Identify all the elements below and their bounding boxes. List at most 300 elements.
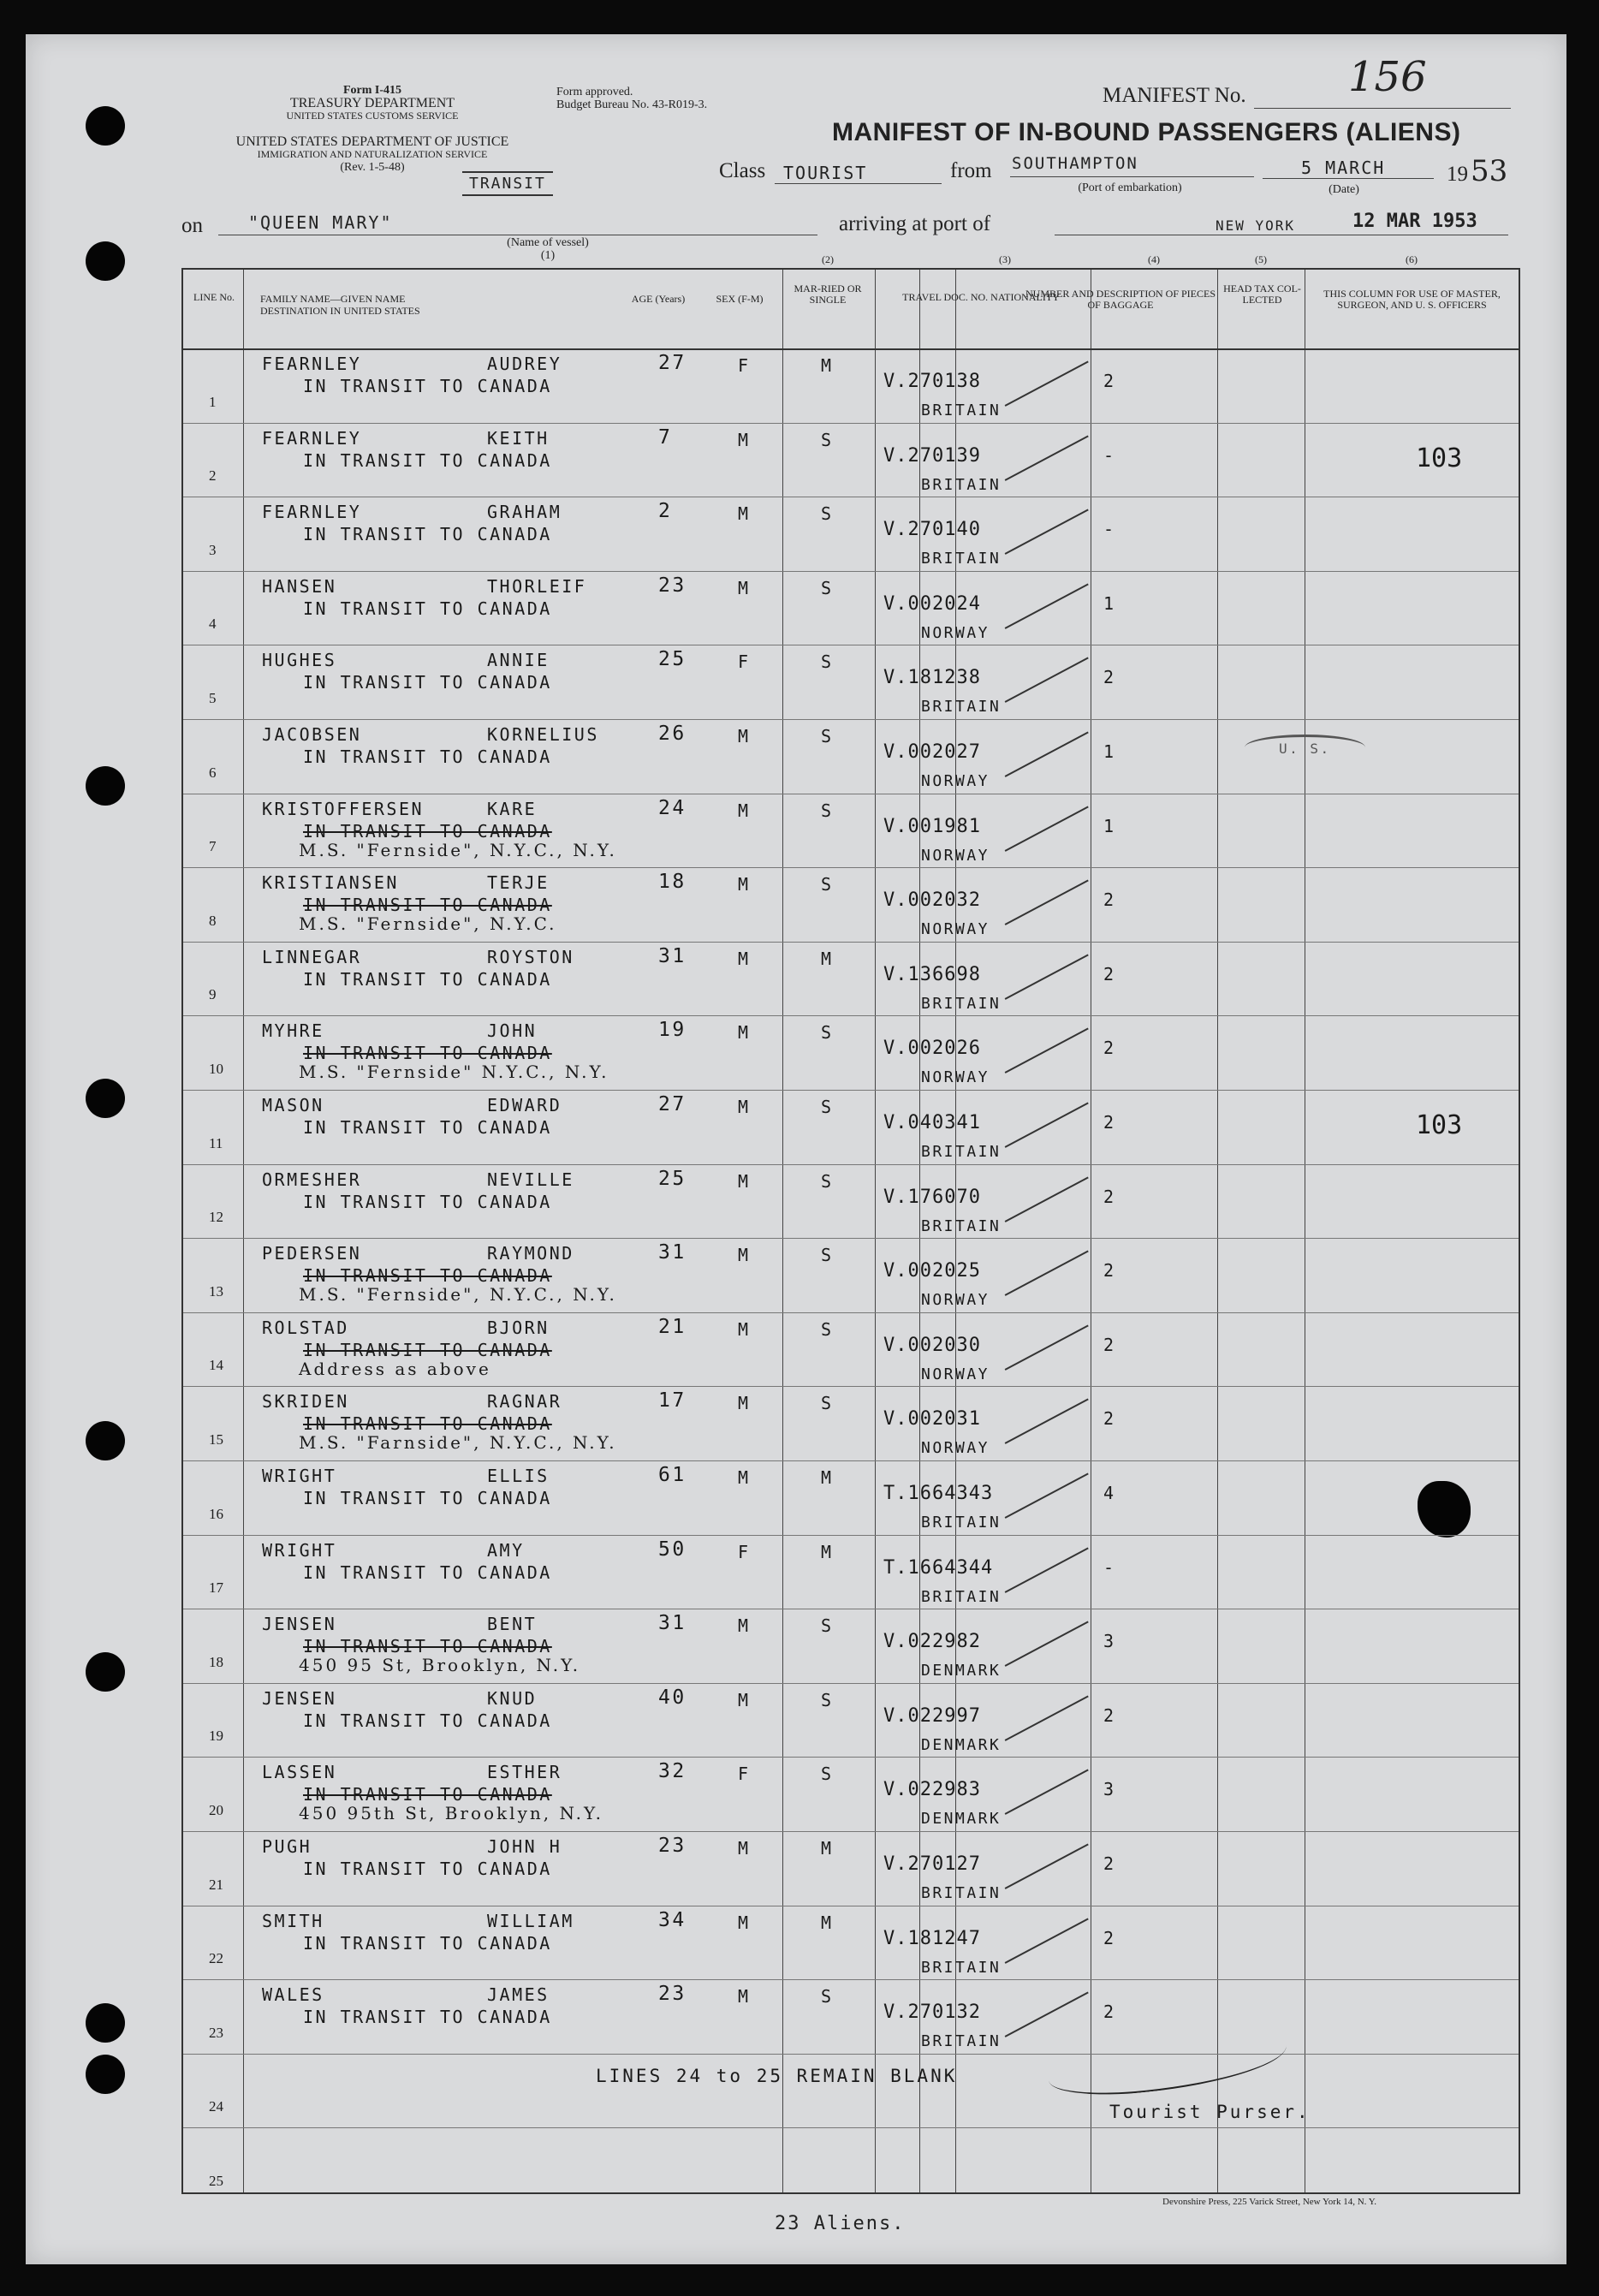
line-number: 1: [209, 393, 217, 410]
arrival-port: NEW YORK: [1216, 217, 1296, 234]
line-number: 12: [209, 1209, 223, 1226]
check-mark: [1005, 657, 1089, 703]
age: 32: [658, 1760, 687, 1783]
table-row: [183, 1906, 1519, 1980]
age: 31: [658, 1612, 687, 1635]
destination: IN TRANSIT TO CANADA: [303, 1784, 552, 1805]
given-name: ESTHER: [487, 1762, 562, 1783]
col-header-line: LINE No.: [193, 291, 235, 303]
travel-doc-number: V.181247: [883, 1927, 981, 1949]
check-mark: [1005, 1176, 1089, 1222]
customs-label: UNITED STATES CUSTOMS SERVICE: [286, 110, 459, 122]
marital-status: S: [821, 429, 834, 450]
col-header-sex: SEX (F-M): [716, 293, 764, 305]
vessel-caption: [462, 236, 633, 262]
destination: IN TRANSIT TO CANADA: [303, 1710, 552, 1731]
age: 31: [658, 944, 687, 967]
line-number: 24: [209, 2098, 223, 2115]
travel-doc-number: V.002030: [883, 1334, 981, 1356]
line-number: 22: [209, 1950, 223, 1967]
nationality: NORWAY: [921, 1068, 990, 1087]
nationality: BRITAIN: [921, 1514, 1002, 1532]
nationality: NORWAY: [921, 1291, 990, 1310]
nationality: BRITAIN: [921, 1143, 1002, 1161]
travel-doc-number: V.176070: [883, 1186, 981, 1208]
col-header-age: AGE (Years): [631, 293, 686, 305]
check-mark: [1005, 1399, 1089, 1444]
treasury-label: TREASURY DEPARTMENT: [289, 96, 455, 110]
destination: IN TRANSIT TO CANADA: [303, 746, 552, 767]
line-number: 13: [209, 1282, 223, 1300]
baggage-count: 2: [1103, 371, 1116, 391]
destination: IN TRANSIT TO CANADA: [303, 1043, 552, 1064]
sex: M: [738, 1393, 751, 1414]
check-mark: [1005, 731, 1089, 776]
sex: M: [738, 1912, 751, 1933]
family-name: FEARNLEY: [262, 354, 362, 374]
from-underline: [1010, 176, 1254, 177]
from-value: SOUTHAMPTON: [1012, 154, 1138, 173]
family-name: SMITH: [262, 1910, 324, 1931]
baggage-count: 1: [1103, 741, 1116, 762]
table-row: [183, 1015, 1519, 1090]
sex: M: [738, 1689, 751, 1710]
table-row: [183, 571, 1519, 645]
family-name: KRISTIANSEN: [262, 872, 399, 894]
line-number: 6: [209, 764, 217, 781]
travel-doc-number: V.270127: [883, 1853, 981, 1875]
destination: IN TRANSIT TO CANADA: [303, 449, 552, 471]
given-name: KEITH: [487, 427, 550, 449]
baggage-count: 2: [1103, 1334, 1116, 1355]
destination: IN TRANSIT TO CANADA: [303, 1413, 552, 1435]
officer-note: 103: [1416, 443, 1463, 473]
travel-doc-number: V.022982: [883, 1631, 981, 1653]
transit-stamp: TRANSIT: [462, 171, 553, 196]
age: 40: [658, 1686, 687, 1709]
destination: IN TRANSIT TO CANADA: [303, 1561, 552, 1583]
marital-status: M: [821, 1541, 834, 1562]
age: 31: [658, 1241, 687, 1264]
age: 23: [658, 1983, 687, 2006]
col-num-5: (5): [1255, 253, 1267, 265]
table-row: [183, 497, 1519, 571]
approval-block: [556, 86, 779, 111]
baggage-count: 3: [1103, 1631, 1116, 1652]
age: 7: [658, 425, 673, 449]
given-name: GRAHAM: [487, 502, 562, 523]
destination: IN TRANSIT TO CANADA: [303, 1265, 552, 1287]
travel-doc-number: V.181238: [883, 667, 981, 689]
baggage-count: -: [1103, 444, 1116, 466]
line-number: 2: [209, 467, 217, 485]
given-name: ROYSTON: [487, 946, 574, 967]
sex: M: [738, 800, 751, 821]
manifest-number-underline: [1254, 108, 1511, 109]
family-name: WRIGHT: [262, 1466, 337, 1486]
class-underline: [775, 183, 942, 184]
marital-status: S: [821, 1022, 834, 1044]
year-value: 53: [1471, 154, 1508, 188]
destination: IN TRANSIT TO CANADA: [303, 598, 552, 619]
age: 34: [658, 1908, 687, 1931]
baggage-count: 2: [1103, 1038, 1116, 1059]
col-header-name-2: DESTINATION IN UNITED STATES: [260, 305, 420, 317]
age: 23: [658, 1835, 687, 1857]
nationality: NORWAY: [921, 1439, 990, 1458]
page-title: MANIFEST OF IN-BOUND PASSENGERS (ALIENS): [832, 118, 1461, 146]
punch-hole: [86, 1421, 125, 1460]
line-number: 14: [209, 1357, 223, 1374]
marital-status: M: [821, 355, 834, 376]
baggage-count: 2: [1103, 1112, 1116, 1133]
check-mark: [1005, 1992, 1089, 2037]
line-number: 23: [209, 2024, 223, 2041]
col-header-headtax: HEAD TAX COL-LECTED: [1223, 283, 1301, 306]
revision-label: (Rev. 1-5-48): [340, 161, 405, 174]
family-name: JENSEN: [262, 1687, 337, 1709]
age: 50: [658, 1538, 687, 1561]
line-number: 4: [209, 616, 217, 633]
table-row: [183, 348, 1519, 423]
nationality: NORWAY: [921, 1365, 990, 1383]
address: 450 95 St, Brooklyn, N.Y.: [299, 1655, 581, 1676]
family-name: WALES: [262, 1984, 324, 2006]
nationality: BRITAIN: [921, 1884, 1002, 1902]
address: Address as above: [299, 1358, 491, 1379]
sex: M: [738, 1615, 751, 1637]
officer-note: 103: [1416, 1110, 1463, 1140]
col-header-officers: THIS COLUMN FOR USE OF MASTER, SURGEON, AND U. S. OFFICERS: [1323, 288, 1501, 311]
address: M.S. "Fernside", N.Y.C.: [299, 913, 557, 935]
given-name: BENT: [487, 1614, 538, 1635]
destination: IN TRANSIT TO CANADA: [303, 968, 552, 990]
destination: IN TRANSIT TO CANADA: [303, 2007, 552, 2028]
given-name: EDWARD: [487, 1095, 562, 1115]
check-mark: [1005, 1102, 1089, 1147]
check-mark: [1005, 1324, 1089, 1370]
manifest-number: 156: [1348, 53, 1427, 101]
destination: IN TRANSIT TO CANADA: [303, 1191, 552, 1212]
travel-doc-number: V.002024: [883, 592, 981, 615]
sex: F: [738, 355, 751, 376]
sex: M: [738, 1022, 751, 1044]
destination: IN TRANSIT TO CANADA: [303, 820, 552, 842]
sex: M: [738, 1170, 751, 1192]
punch-hole: [86, 241, 125, 281]
table-row: [183, 1979, 1519, 2054]
nationality: DENMARK: [921, 1810, 1002, 1829]
family-name: ROLSTAD: [262, 1317, 349, 1338]
table-row: [183, 1831, 1519, 1906]
marital-status: S: [821, 1615, 834, 1637]
arriving-label: arriving at port of: [839, 212, 991, 235]
check-mark: [1005, 583, 1089, 628]
family-name: FEARNLEY: [262, 502, 362, 523]
sex: M: [738, 429, 751, 450]
check-mark: [1005, 954, 1089, 999]
given-name: ELLIS: [487, 1466, 550, 1486]
budget-bureau-text: Budget Bureau No. 43-R019-3.: [556, 98, 708, 111]
family-name: JACOBSEN: [262, 724, 362, 745]
age: 61: [658, 1464, 687, 1486]
age: 27: [658, 1093, 687, 1115]
sex: M: [738, 1467, 751, 1488]
destination: IN TRANSIT TO CANADA: [303, 895, 552, 916]
marital-status: S: [821, 800, 834, 821]
blank-row: [183, 2127, 1519, 2202]
punch-hole: [86, 2003, 125, 2043]
given-name: TERJE: [487, 872, 550, 894]
sex: M: [738, 1318, 751, 1340]
travel-doc-number: V.270140: [883, 519, 981, 541]
marital-status: S: [821, 1689, 834, 1710]
given-name: JOHN: [487, 1020, 538, 1042]
col-num-6: (6): [1406, 253, 1418, 265]
address: M.S. "Fernside", N.Y.C., N.Y.: [299, 839, 617, 860]
line-number: 10: [209, 1060, 223, 1077]
family-name: KRISTOFFERSEN: [262, 798, 425, 819]
destination: IN TRANSIT TO CANADA: [303, 1339, 552, 1360]
manifest-table: [181, 253, 1520, 2194]
marital-status: S: [821, 1764, 834, 1785]
table-row: [183, 867, 1519, 942]
age: 18: [658, 871, 687, 894]
marital-status: M: [821, 1467, 834, 1488]
given-name: AMY: [487, 1539, 525, 1561]
check-mark: [1005, 1770, 1089, 1815]
line-number: 20: [209, 1801, 223, 1818]
travel-doc-number: V.022997: [883, 1704, 981, 1727]
destination: IN TRANSIT TO CANADA: [303, 672, 552, 693]
purser-title: Tourist Purser.: [1109, 2101, 1311, 2122]
nationality: BRITAIN: [921, 994, 1002, 1013]
age: 21: [658, 1315, 687, 1338]
aliens-total: 23 Aliens.: [775, 2213, 906, 2234]
family-name: PUGH: [262, 1836, 312, 1857]
punch-hole: [86, 1652, 125, 1692]
sex: M: [738, 1245, 751, 1266]
given-name: JAMES: [487, 1984, 550, 2006]
form-number: Form I-415: [342, 84, 402, 97]
line-number: 18: [209, 1653, 223, 1670]
baggage-count: 2: [1103, 963, 1116, 984]
baggage-count: 4: [1103, 1483, 1116, 1503]
sex: M: [738, 948, 751, 969]
sex: M: [738, 1838, 751, 1859]
sex: M: [738, 874, 751, 895]
line-number: 9: [209, 986, 217, 1003]
nationality: NORWAY: [921, 920, 990, 939]
family-name: FEARNLEY: [262, 427, 362, 449]
nationality: BRITAIN: [921, 475, 1002, 494]
baggage-count: 2: [1103, 1260, 1116, 1282]
travel-doc-number: V.001981: [883, 815, 981, 837]
marital-status: M: [821, 1838, 834, 1859]
marital-status: S: [821, 1097, 834, 1117]
family-name: LINNEGAR: [262, 946, 362, 967]
destination: IN TRANSIT TO CANADA: [303, 1488, 552, 1508]
table-row: [183, 1757, 1519, 1831]
given-name: NEVILLE: [487, 1169, 574, 1190]
family-name: PEDERSEN: [262, 1243, 362, 1264]
form-id-block: [248, 84, 496, 122]
check-mark: [1005, 435, 1089, 480]
sex: M: [738, 1986, 751, 2008]
destination: IN TRANSIT TO CANADA: [303, 1932, 552, 1954]
check-mark: [1005, 1547, 1089, 1592]
family-name: MASON: [262, 1095, 324, 1115]
family-name: SKRIDEN: [262, 1391, 349, 1413]
nationality: DENMARK: [921, 1662, 1002, 1680]
table-row: [183, 942, 1519, 1016]
given-name: WILLIAM: [487, 1910, 574, 1931]
class-value: TOURIST: [783, 163, 868, 183]
travel-doc-number: V.270138: [883, 371, 981, 392]
age: 17: [658, 1389, 687, 1413]
marital-status: S: [821, 726, 834, 746]
given-name: BJORN: [487, 1317, 550, 1338]
age: 24: [658, 796, 687, 819]
nationality: BRITAIN: [921, 2032, 1002, 2051]
check-mark: [1005, 1918, 1089, 1963]
table-row: [183, 1238, 1519, 1312]
nationality: NORWAY: [921, 623, 990, 642]
destination: IN TRANSIT TO CANADA: [303, 376, 552, 396]
baggage-count: -: [1103, 1556, 1116, 1578]
check-mark: [1005, 1695, 1089, 1740]
vessel-column-number: (1): [540, 249, 556, 262]
table-row: [183, 423, 1519, 497]
marital-status: S: [821, 1393, 834, 1414]
given-name: KARE: [487, 798, 538, 819]
nationality: BRITAIN: [921, 1587, 1002, 1606]
family-name: JENSEN: [262, 1614, 337, 1635]
col-header-baggage: NUMBER AND DESCRIPTION OF PIECES OF BAGGAGE: [1025, 288, 1216, 311]
check-mark: [1005, 880, 1089, 925]
marital-status: S: [821, 1170, 834, 1192]
baggage-count: 2: [1103, 1704, 1116, 1726]
sex: M: [738, 503, 751, 525]
nationality: BRITAIN: [921, 1216, 1002, 1235]
address: M.S. "Fernside" N.Y.C., N.Y.: [299, 1062, 609, 1083]
given-name: RAYMOND: [487, 1243, 574, 1264]
line-number: 15: [209, 1431, 223, 1448]
travel-doc-number: V.002026: [883, 1038, 981, 1060]
travel-doc-number: V.270139: [883, 444, 981, 467]
year-prefix: 19: [1447, 163, 1468, 186]
vessel-caption-text: (Name of vessel): [507, 236, 589, 249]
check-mark: [1005, 1251, 1089, 1296]
doj-label: UNITED STATES DEPARTMENT OF JUSTICE: [235, 134, 509, 149]
col-header-married: MAR-RIED OR SINGLE: [794, 283, 862, 306]
nationality: NORWAY: [921, 846, 990, 865]
col-header-travel: TRAVEL DOC. NO. NATIONALITY: [902, 291, 1060, 303]
col-num-2: (2): [822, 253, 834, 265]
line-number: 8: [209, 912, 217, 929]
family-name: HANSEN: [262, 575, 337, 597]
check-mark: [1005, 1472, 1089, 1518]
line-number: 19: [209, 1728, 223, 1745]
marital-status: S: [821, 503, 834, 525]
table-row: [183, 794, 1519, 868]
punch-hole: [86, 766, 125, 806]
age: 19: [658, 1019, 687, 1042]
punch-hole: [86, 106, 125, 146]
port-caption: (Port of embarkation): [1078, 181, 1182, 194]
table-row: [183, 1535, 1519, 1609]
nationality: BRITAIN: [921, 1958, 1002, 1977]
check-mark: [1005, 806, 1089, 851]
sex: M: [738, 1097, 751, 1117]
marital-status: S: [821, 1986, 834, 2008]
address: M.S. "Farnside", N.Y.C., N.Y.: [299, 1432, 617, 1454]
col-header-name-1: FAMILY NAME—GIVEN NAME: [260, 293, 406, 305]
baggage-count: -: [1103, 519, 1116, 540]
given-name: JOHN H: [487, 1836, 562, 1857]
printer-credit: Devonshire Press, 225 Varick Street, New York 14, N. Y.: [1162, 2197, 1377, 2207]
family-name: MYHRE: [262, 1020, 324, 1042]
line-number: 3: [209, 541, 217, 558]
nationality: BRITAIN: [921, 550, 1002, 568]
family-name: WRIGHT: [262, 1539, 337, 1561]
baggage-count: 2: [1103, 1927, 1116, 1948]
on-label: on: [181, 214, 203, 237]
marital-status: S: [821, 577, 834, 598]
age: 25: [658, 1167, 687, 1190]
marital-status: S: [821, 651, 834, 673]
line-number: 21: [209, 1876, 223, 1893]
line-number: 17: [209, 1579, 223, 1597]
sex: M: [738, 577, 751, 598]
given-name: AUDREY: [487, 354, 562, 374]
baggage-count: 2: [1103, 1853, 1116, 1874]
baggage-count: 2: [1103, 1186, 1116, 1207]
travel-doc-number: V.136698: [883, 963, 981, 985]
ins-label: IMMIGRATION AND NATURALIZATION SERVICE: [257, 148, 488, 160]
remain-blank-note: LINES 24 to 25 REMAIN BLANK: [596, 2065, 958, 2086]
line-number: 25: [209, 2172, 223, 2189]
travel-doc-number: T.1664343: [883, 1483, 994, 1504]
line-number: 16: [209, 1505, 223, 1522]
doj-block: [175, 135, 569, 174]
address: M.S. "Fernside", N.Y.C., N.Y.: [299, 1284, 617, 1306]
table-row: [183, 1164, 1519, 1239]
age: 2: [658, 500, 673, 523]
table-row: [183, 1090, 1519, 1164]
marital-status: M: [821, 948, 834, 969]
approval-text: Form approved.: [556, 86, 633, 98]
vessel-name: "QUEEN MARY": [248, 212, 393, 233]
date-caption: (Date): [1329, 183, 1359, 196]
baggage-count: 2: [1103, 667, 1116, 688]
line-number: 11: [209, 1134, 223, 1151]
table-row: [183, 1312, 1519, 1387]
from-label: from: [950, 159, 992, 182]
age: 26: [658, 723, 687, 745]
travel-doc-number: V.002031: [883, 1408, 981, 1431]
punch-hole: [86, 1079, 125, 1118]
travel-doc-number: V.002025: [883, 1260, 981, 1282]
nationality: BRITAIN: [921, 698, 1002, 717]
arrival-date-stamp: 12 MAR 1953: [1352, 211, 1477, 232]
col-num-3: (3): [999, 253, 1011, 265]
family-name: HUGHES: [262, 650, 337, 671]
travel-doc-number: V.002032: [883, 889, 981, 912]
given-name: ANNIE: [487, 650, 550, 671]
baggage-count: 2: [1103, 1408, 1116, 1430]
nationality: NORWAY: [921, 772, 990, 790]
